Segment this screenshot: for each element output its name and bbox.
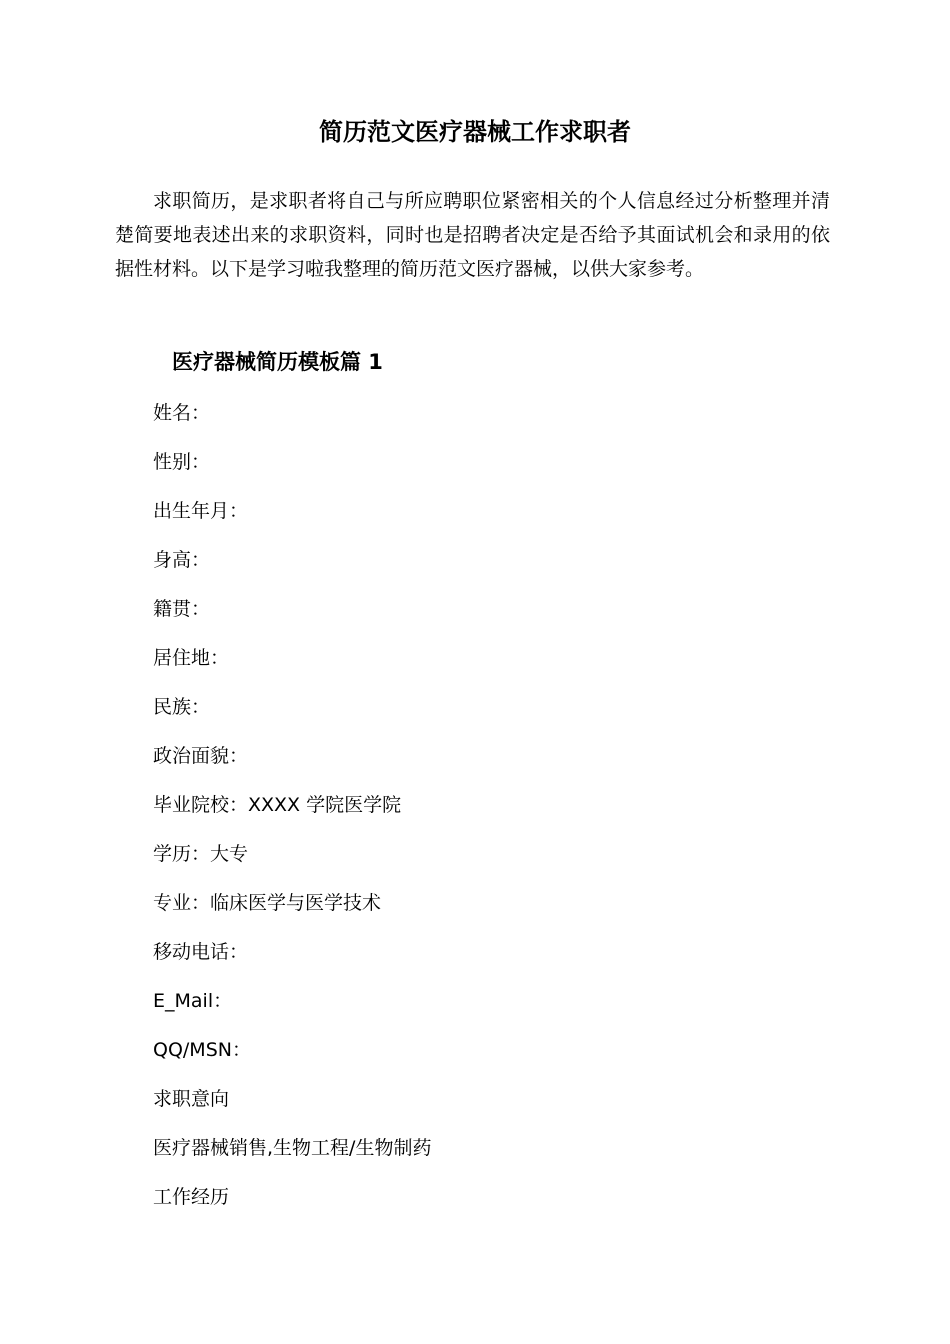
field-job-intention-heading: 求职意向 <box>153 1088 230 1110</box>
field-work-experience-heading: 工作经历 <box>153 1186 230 1208</box>
field-political-status: 政治面貌： <box>153 745 249 767</box>
field-qq-msn: QQ/MSN： <box>153 1039 251 1061</box>
field-name: 姓名： <box>153 402 211 424</box>
field-height: 身高： <box>153 549 211 571</box>
field-education: 学历：大专 <box>153 843 249 865</box>
section-heading: 医疗器械简历模板篇 1 <box>172 350 383 374</box>
field-school: 毕业院校：XXXX 学院医学院 <box>153 794 402 816</box>
field-birth-date: 出生年月： <box>153 500 249 522</box>
field-email: E_Mail： <box>153 990 233 1012</box>
intro-paragraph: 求职简历，是求职者将自己与所应聘职位紧密相关的个人信息经过分析整理并清楚简要地表述出来的求职资料，同时也是招聘者决定是否给予其面试机会和录用的依据性材料。以下是学习啦我整理的简历范文医疗器械，以供大家参考。 <box>115 190 830 280</box>
field-mobile-phone: 移动电话： <box>153 941 249 963</box>
field-major: 专业：临床医学与医学技术 <box>153 892 382 914</box>
field-gender: 性别： <box>153 451 211 473</box>
field-job-intention-value: 医疗器械销售,生物工程/生物制药 <box>153 1137 432 1159</box>
field-ethnicity: 民族： <box>153 696 211 718</box>
field-native-place: 籍贯： <box>153 598 211 620</box>
resume-field-list <box>153 397 431 1230</box>
field-residence: 居住地： <box>153 647 230 669</box>
document-title: 简历范文医疗器械工作求职者 <box>319 118 631 146</box>
